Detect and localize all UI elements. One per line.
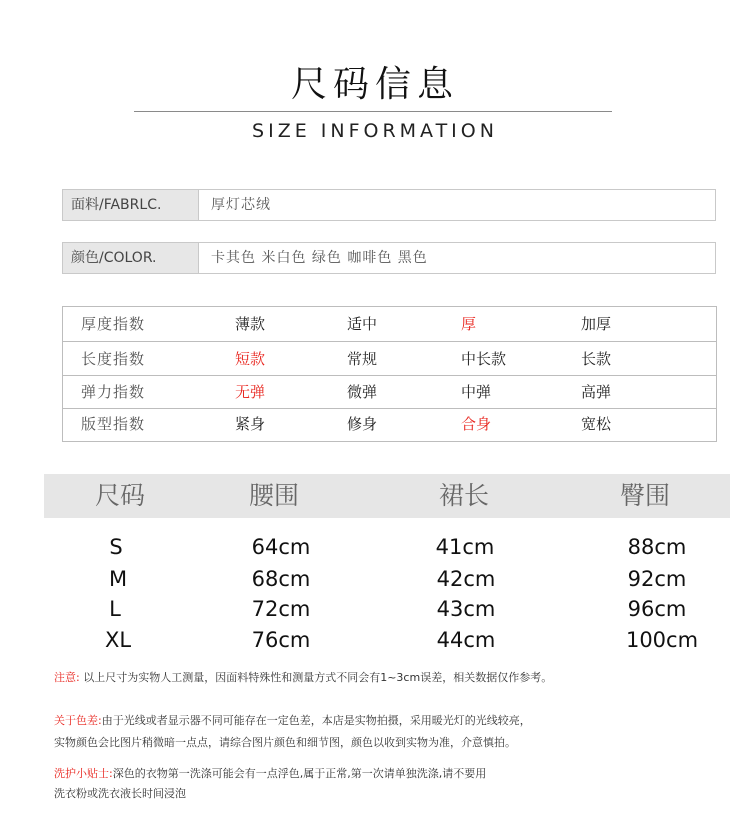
index-row-thickness [63,307,716,341]
index-row-fit [63,407,716,441]
index-option: 修身 [347,415,378,433]
waist-col-header: 腰围 [248,481,300,510]
index-option: 高弹 [581,383,612,401]
index-name: 弹力指数 [81,383,146,401]
hip-value: 88cm [627,535,687,559]
size-value: XL [104,628,132,652]
index-row-stretch [63,375,716,409]
color-diff-note-line2: 实物颜色会比图片稍微暗一点点，请综合图片颜色和细节图，颜色以收到实物为准，介意慎拍。 [54,736,516,749]
index-option: 长款 [581,350,612,368]
page-subtitle: SIZE INFORMATION [252,120,498,142]
index-option-selected: 短款 [235,350,266,368]
size-value: L [109,597,121,621]
index-row-length [63,342,716,376]
title-divider [134,111,612,112]
waist-value: 68cm [251,567,311,591]
fabric-row [62,189,716,221]
size-value: S [109,535,123,559]
index-option-selected: 合身 [461,415,492,433]
note-text: 由于光线或者显示器不同可能存在一定色差，本店是实物拍摄，采用暖光灯的光线较亮， [101,714,531,727]
index-option: 中弹 [461,383,492,401]
size-value: M [108,567,128,591]
index-option-selected: 无弹 [235,383,266,401]
measurement-note [54,668,552,688]
waist-value: 64cm [251,535,311,559]
page-title: 尺码信息 [290,64,459,105]
index-name: 长度指数 [81,350,146,368]
care-note-line2: 洗衣粉或洗衣液长时间浸泡 [54,787,186,800]
hip-value: 92cm [627,567,687,591]
note-key: 关于色差: [54,714,102,727]
index-option: 加厚 [581,315,612,333]
size-table-header [44,474,730,518]
index-name: 版型指数 [81,415,146,433]
index-name: 厚度指数 [81,315,146,333]
fabric-label: 面料/FABRLC. [63,190,199,220]
hip-value: 100cm [625,628,699,652]
index-option: 中长款 [461,350,507,368]
length-value: 42cm [436,567,496,591]
length-col-header: 裙长 [438,481,490,510]
hip-value: 96cm [627,597,687,621]
color-diff-note-line1 [54,711,531,731]
index-option: 紧身 [235,415,266,433]
color-value: 卡其色 米白色 绿色 咖啡色 黑色 [211,250,428,266]
color-label: 颜色/COLOR. [63,243,199,273]
length-value: 43cm [436,597,496,621]
note-text: 深色的衣物第一洗涤可能会有一点浮色,属于正常,第一次请单独洗涤,请不要用 [112,767,487,780]
waist-value: 72cm [251,597,311,621]
length-value: 41cm [435,535,495,559]
index-option: 宽松 [581,415,612,433]
index-option: 适中 [347,315,378,333]
index-option: 微弹 [347,383,378,401]
note-key: 洗护小贴士: [54,767,113,780]
index-option: 薄款 [235,315,266,333]
hip-col-header: 臀围 [619,481,671,510]
index-option-selected: 厚 [461,315,477,333]
index-table [62,306,717,442]
care-note-line1 [54,764,486,784]
waist-value: 76cm [251,628,311,652]
note-text: 以上尺寸为实物人工测量，因面料特殊性和测量方式不同会有1~3cm误差，相关数据仅作参考。 [83,671,553,684]
length-value: 44cm [436,628,496,652]
size-col-header: 尺码 [94,481,146,510]
index-option: 常规 [347,350,378,368]
note-key: 注意: [54,671,80,684]
fabric-value: 厚灯芯绒 [211,197,271,213]
color-row [62,242,716,274]
